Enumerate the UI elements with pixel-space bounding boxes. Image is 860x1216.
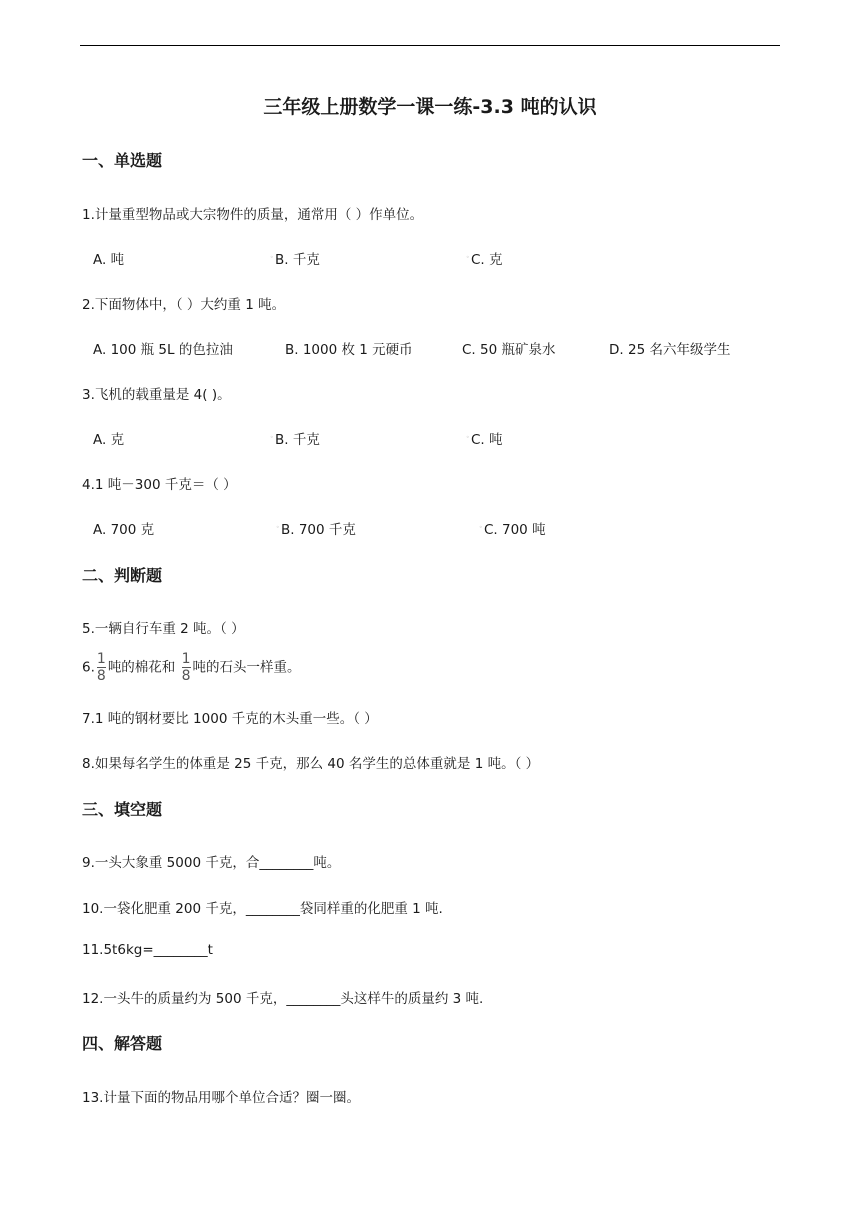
section-heading-true-false: 二、判断题 — [82, 566, 163, 585]
question-6 — [82, 652, 301, 683]
question-4: 4.1 吨－300 千克＝（ ） — [82, 477, 237, 493]
section-heading-answer: 四、解答题 — [82, 1034, 163, 1053]
header-rule — [80, 45, 780, 46]
question-13: 13.计量下面的物品用哪个单位合适？圈一圈。 — [82, 1090, 360, 1106]
question-1: 1.计量重型物品或大宗物件的质量，通常用（ ）作单位。 — [82, 207, 424, 223]
bullet-marker: ◦ — [270, 254, 274, 261]
question-8: 8.如果每名学生的体重是 25 千克，那么 40 名学生的总体重就是 1 吨。（ ） — [82, 756, 540, 772]
q6-suffix: 吨的石头一样重。 — [192, 659, 301, 676]
section-heading-single-choice: 一、单选题 — [82, 151, 163, 170]
fraction-one-eighth: $\frac{1}{8}$ — [181, 651, 191, 684]
section-heading-fill-in: 三、填空题 — [82, 800, 163, 819]
bullet-marker: ◦ — [466, 434, 470, 441]
question-7: 7.1 吨的钢材要比 1000 千克的木头重一些。（ ） — [82, 711, 378, 727]
page-title: 三年级上册数学一课一练-3.3 吨的认识 — [263, 96, 597, 118]
q3-option-c[interactable]: C. 吨 — [471, 432, 503, 448]
q6-middle: 吨的棉花和 — [107, 659, 180, 676]
q4-option-b[interactable]: B. 700 千克 — [281, 522, 356, 538]
q2-option-b[interactable]: B. 1000 枚 1 元硬币 — [285, 342, 413, 358]
question-12: 12.一头牛的质量约为 500 千克，________头这样牛的质量约 3 吨. — [82, 991, 484, 1007]
q2-option-c[interactable]: C. 50 瓶矿泉水 — [462, 342, 556, 358]
question-5: 5.一辆自行车重 2 吨。（ ） — [82, 621, 245, 637]
q4-option-c[interactable]: C. 700 吨 — [484, 522, 546, 538]
q2-option-a[interactable]: A. 100 瓶 5L 的色拉油 — [93, 342, 233, 358]
q1-option-b[interactable]: B. 千克 — [275, 252, 320, 268]
q3-option-b[interactable]: B. 千克 — [275, 432, 320, 448]
question-9: 9.一头大象重 5000 千克，合________吨。 — [82, 855, 341, 871]
question-10: 10.一袋化肥重 200 千克，________袋同样重的化肥重 1 吨. — [82, 901, 443, 917]
bullet-marker: ◦ — [479, 524, 483, 531]
q6-prefix: 6. — [82, 659, 95, 676]
q2-option-d[interactable]: D. 25 名六年级学生 — [609, 342, 731, 358]
q4-option-a[interactable]: A. 700 克 — [93, 522, 155, 538]
question-2: 2.下面物体中，（ ）大约重 1 吨。 — [82, 297, 286, 313]
q1-option-a[interactable]: A. 吨 — [93, 252, 125, 268]
fraction-one-eighth: $\frac{1}{8}$ — [96, 651, 106, 684]
question-11: 11.5t6kg=________t — [82, 942, 213, 958]
bullet-marker: ◦ — [276, 524, 280, 531]
q3-option-a[interactable]: A. 克 — [93, 432, 125, 448]
q1-option-c[interactable]: C. 克 — [471, 252, 503, 268]
bullet-marker: ◦ — [270, 434, 274, 441]
question-3: 3.飞机的载重量是 4( )。 — [82, 387, 231, 403]
bullet-marker: ◦ — [466, 254, 470, 261]
